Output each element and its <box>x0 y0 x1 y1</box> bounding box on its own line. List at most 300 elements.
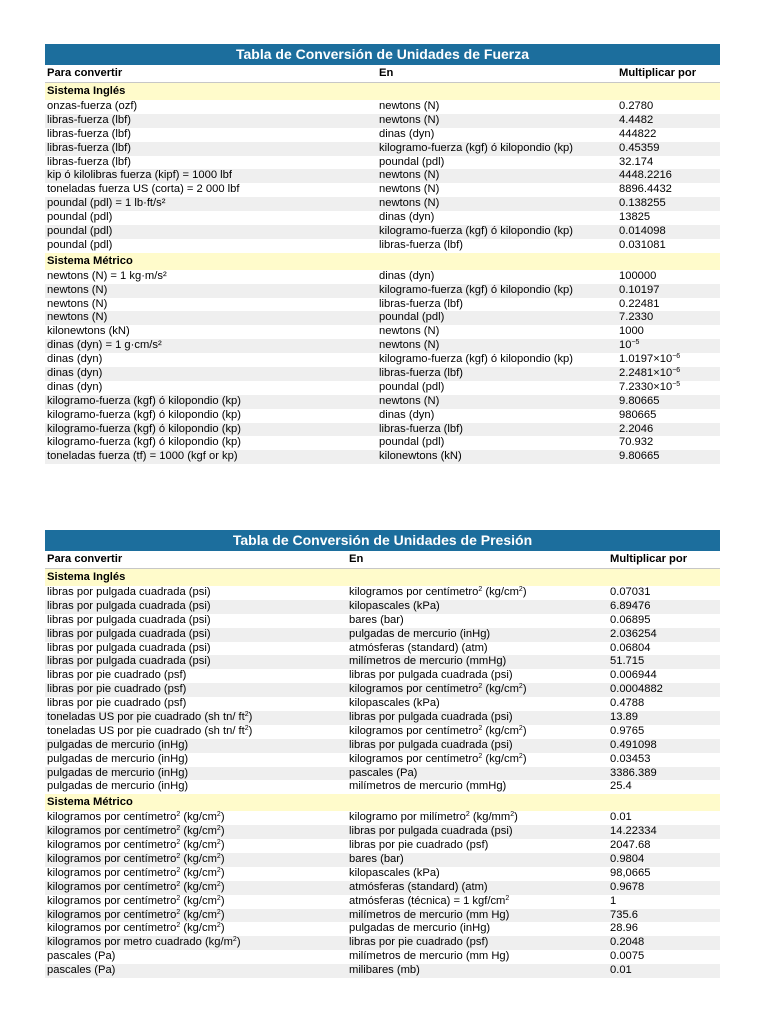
factor-cell-factor: 70.932 <box>619 436 654 449</box>
factor-cell <box>608 950 720 964</box>
to-cell <box>377 367 617 381</box>
table-row <box>45 409 720 423</box>
from-cell-from: newtons (N) <box>47 283 108 296</box>
to-cell <box>347 586 608 600</box>
from-cell <box>45 909 347 923</box>
from-cell-from-tail: (kg/cm <box>180 880 217 893</box>
from-cell <box>45 669 347 683</box>
table-row <box>45 881 720 895</box>
to-cell <box>347 655 608 669</box>
table-row <box>45 780 720 794</box>
to-cell-to-sup: 2 <box>505 894 510 902</box>
table-row <box>45 964 720 978</box>
to-cell <box>377 395 617 409</box>
to-cell-to: libras por pie cuadrado (psf) <box>349 839 489 852</box>
to-cell-to: milímetros de mercurio (mmHg) <box>349 655 507 668</box>
factor-cell-factor: 735.6 <box>610 908 638 921</box>
to-cell-to-tail: (kg/cm <box>482 683 519 696</box>
table-row <box>45 867 720 881</box>
table-row <box>45 367 720 381</box>
header-factor: Multiplicar por <box>619 67 697 79</box>
to-cell-to: atmósferas (standard) (atm) <box>349 880 488 893</box>
factor-cell <box>617 284 720 298</box>
force-table-body <box>45 83 720 464</box>
to-cell-to-tail: (kg/cm <box>482 586 519 598</box>
section-label: Sistema Inglés <box>47 85 126 97</box>
from-cell-from: pascales (Pa) <box>47 964 116 977</box>
factor-cell-factor: 0.4788 <box>610 697 645 710</box>
section-label: Sistema Inglés <box>47 571 126 583</box>
to-cell-to-sup: 2 <box>478 683 483 691</box>
table-row <box>45 183 720 197</box>
from-cell <box>45 964 347 978</box>
from-cell-from-tail: (kg/cm <box>180 866 217 879</box>
from-cell <box>45 183 377 197</box>
factor-cell-factor: 9.80665 <box>619 450 660 463</box>
from-cell <box>45 628 347 642</box>
to-cell <box>347 614 608 628</box>
table-row <box>45 655 720 669</box>
pressure-table-title: Tabla de Conversión de Unidades de Presión <box>45 530 720 551</box>
to-cell-to-sup: 2 <box>478 724 483 732</box>
to-cell-to: pascales (Pa) <box>349 766 418 779</box>
table-row <box>45 936 720 950</box>
factor-cell <box>608 683 720 697</box>
factor-cell-factor: 13825 <box>619 211 651 224</box>
to-cell-to: bares (bar) <box>349 853 404 866</box>
factor-cell-factor: 100000 <box>619 269 657 282</box>
table-row <box>45 197 720 211</box>
from-cell <box>45 381 377 395</box>
table-row <box>45 339 720 353</box>
factor-cell <box>608 895 720 909</box>
factor-cell <box>617 325 720 339</box>
to-cell <box>377 142 617 156</box>
from-cell <box>45 142 377 156</box>
header-factor: Multiplicar por <box>610 553 688 565</box>
table-row <box>45 239 720 253</box>
from-cell <box>45 423 377 437</box>
factor-cell-factor: 0.9678 <box>610 880 645 893</box>
table-row <box>45 950 720 964</box>
table-row <box>45 142 720 156</box>
factor-cell <box>617 367 720 381</box>
from-cell-from: kilogramo-fuerza (kgf) ó kilopondio (kp) <box>47 408 241 421</box>
from-cell <box>45 298 377 312</box>
from-cell-from: libras por pulgada cuadrada (psi) <box>47 627 211 640</box>
to-cell-to-sup2: 2 <box>518 586 523 593</box>
to-cell-to-end: ) <box>522 724 527 737</box>
to-cell-to: libras por pulgada cuadrada (psi) <box>349 669 513 682</box>
factor-cell-factor: 0.03453 <box>610 752 651 765</box>
factor-cell <box>608 600 720 614</box>
from-cell-from-end: ) <box>220 922 225 935</box>
table-row <box>45 909 720 923</box>
factor-cell <box>617 270 720 284</box>
from-cell-from: toneladas fuerza (tf) = 1000 (kgf or kp) <box>47 450 238 463</box>
table-row <box>45 128 720 142</box>
from-cell <box>45 867 347 881</box>
to-cell <box>347 881 608 895</box>
to-cell <box>347 780 608 794</box>
from-cell <box>45 284 377 298</box>
table-row <box>45 450 720 464</box>
from-cell <box>45 367 377 381</box>
to-cell-to: poundal (pdl) <box>379 380 445 393</box>
factor-cell <box>617 381 720 395</box>
to-cell <box>347 767 608 781</box>
to-cell-to: kilogramo por milímetro <box>349 811 466 824</box>
to-cell-to: libras por pulgada cuadrada (psi) <box>349 738 513 751</box>
factor-cell-factor: 1.0197×10 <box>619 353 673 366</box>
from-cell-from: onzas-fuerza (ozf) <box>47 100 138 112</box>
from-cell-from-sup2: 2 <box>216 839 221 847</box>
from-cell-from-sup: 2 <box>176 825 181 833</box>
table-row <box>45 381 720 395</box>
from-cell <box>45 353 377 367</box>
to-cell <box>347 697 608 711</box>
to-cell <box>347 600 608 614</box>
from-cell-from: kilogramos por centímetro <box>47 853 177 866</box>
to-cell-to: kilogramos por centímetro <box>349 683 479 696</box>
to-cell-to: kilogramo-fuerza (kgf) ó kilopondio (kp) <box>379 225 573 238</box>
to-cell-to: poundal (pdl) <box>379 436 445 449</box>
table-row <box>45 100 720 114</box>
factor-cell-factor: 10 <box>619 339 632 352</box>
from-cell <box>45 100 377 114</box>
factor-cell <box>617 423 720 437</box>
section-label: Sistema Métrico <box>47 254 133 267</box>
to-cell <box>377 409 617 423</box>
from-cell-from: libras-fuerza (lbf) <box>47 127 131 140</box>
from-cell <box>45 655 347 669</box>
from-cell <box>45 825 347 839</box>
factor-cell-factor: 2047.68 <box>610 839 651 852</box>
factor-cell <box>608 642 720 656</box>
factor-cell-factor: 1000 <box>619 325 644 338</box>
to-cell-to: dinas (dyn) <box>379 127 435 140</box>
header-from: Para convertir <box>47 67 123 79</box>
to-cell <box>377 339 617 353</box>
from-cell-from: dinas (dyn) = 1 g·cm/s² <box>47 339 162 352</box>
from-cell <box>45 839 347 853</box>
force-table-title: Tabla de Conversión de Unidades de Fuerza <box>45 44 720 65</box>
from-cell-from: libras por pie cuadrado (psf) <box>47 669 187 682</box>
factor-cell-factor: 0.06804 <box>610 641 651 654</box>
force-conversion-table <box>45 44 720 464</box>
to-cell <box>377 156 617 170</box>
table-row <box>45 753 720 767</box>
from-cell-from-end: ) <box>220 811 225 824</box>
from-cell-from: toneladas US por pie cuadrado (sh tn/ ft <box>47 711 245 724</box>
to-cell <box>347 725 608 739</box>
to-cell-to: milímetros de mercurio (mm Hg) <box>349 908 510 921</box>
factor-cell-factor: 1 <box>610 894 617 907</box>
from-cell-from: pulgadas de mercurio (inHg) <box>47 780 189 793</box>
factor-cell <box>617 142 720 156</box>
from-cell <box>45 270 377 284</box>
from-cell <box>45 725 347 739</box>
table-row <box>45 642 720 656</box>
from-cell-from-sup: 2 <box>176 908 181 916</box>
to-cell <box>347 964 608 978</box>
to-cell-to-tail: (kg/cm <box>482 724 519 737</box>
from-cell-from: newtons (N) <box>47 297 108 310</box>
from-cell-from: kilogramo-fuerza (kgf) ó kilopondio (kp) <box>47 422 241 435</box>
factor-cell <box>608 839 720 853</box>
table-row <box>45 922 720 936</box>
to-cell-to: kilogramo-fuerza (kgf) ó kilopondio (kp) <box>379 141 573 154</box>
factor-cell-factor: 0.0004882 <box>610 683 663 696</box>
to-cell-to-end: ) <box>514 811 518 824</box>
to-cell-to: kilopascales (kPa) <box>349 599 440 612</box>
to-cell <box>377 169 617 183</box>
factor-cell <box>608 853 720 867</box>
header-from: Para convertir <box>47 553 123 565</box>
to-cell <box>377 239 617 253</box>
from-cell-from-tail: (kg/cm <box>180 839 217 852</box>
table-row <box>45 811 720 825</box>
to-cell <box>347 669 608 683</box>
from-cell-from: libras por pie cuadrado (psf) <box>47 683 187 696</box>
from-cell <box>45 600 347 614</box>
from-cell-from: pulgadas de mercurio (inHg) <box>47 738 189 751</box>
table-row <box>45 423 720 437</box>
from-cell-from-tail: (kg/cm <box>180 894 217 907</box>
table-row <box>45 156 720 170</box>
table-row <box>45 600 720 614</box>
from-cell <box>45 642 347 656</box>
factor-cell-factor: 9.80665 <box>619 394 660 407</box>
from-cell <box>45 853 347 867</box>
to-cell <box>377 100 617 114</box>
factor-cell <box>608 922 720 936</box>
from-cell-from-sup: 2 <box>176 880 181 888</box>
table-row <box>45 284 720 298</box>
from-cell-from: pulgadas de mercurio (inHg) <box>47 766 189 779</box>
from-cell-from-end: ) <box>220 894 225 907</box>
from-cell-from: kilogramos por centímetro <box>47 894 177 907</box>
factor-cell-factor: 0.01 <box>610 811 632 824</box>
from-cell-from: pulgadas de mercurio (inHg) <box>47 752 189 765</box>
factor-cell <box>608 825 720 839</box>
to-cell <box>377 436 617 450</box>
to-cell-to: libras-fuerza (lbf) <box>379 297 463 310</box>
from-cell-from-sup: 2 <box>176 866 181 874</box>
section-row <box>45 253 720 270</box>
from-cell-from: libras-fuerza (lbf) <box>47 113 131 126</box>
to-cell-to: pulgadas de mercurio (inHg) <box>349 922 491 935</box>
table-row <box>45 711 720 725</box>
factor-cell-factor: 444822 <box>619 127 657 140</box>
section-row <box>45 83 720 100</box>
factor-cell-factor: 4448.2216 <box>619 169 672 182</box>
from-cell <box>45 711 347 725</box>
from-cell-from: kilogramos por centímetro <box>47 811 177 824</box>
factor-cell <box>608 739 720 753</box>
from-cell-from: libras por pulgada cuadrada (psi) <box>47 641 211 654</box>
to-cell <box>347 909 608 923</box>
pressure-table-body <box>45 569 720 978</box>
to-cell-to: milímetros de mercurio (mm Hg) <box>349 950 510 963</box>
factor-cell <box>608 881 720 895</box>
factor-cell <box>608 711 720 725</box>
from-cell-from: dinas (dyn) <box>47 353 103 366</box>
table-row <box>45 628 720 642</box>
from-cell-from-sup2: 2 <box>216 894 221 902</box>
to-cell <box>347 950 608 964</box>
from-cell <box>45 450 377 464</box>
pressure-table-header <box>45 551 720 569</box>
from-cell-from: kilogramos por centímetro <box>47 866 177 879</box>
table-row <box>45 325 720 339</box>
factor-cell <box>617 114 720 128</box>
from-cell <box>45 614 347 628</box>
factor-cell-factor: 7.2330×10 <box>619 380 673 393</box>
to-cell <box>377 298 617 312</box>
to-cell <box>377 381 617 395</box>
to-cell <box>347 628 608 642</box>
from-cell-from-end: ) <box>220 853 225 866</box>
to-cell-to: atmósferas (técnica) = 1 kgf/cm <box>349 894 506 907</box>
to-cell <box>377 325 617 339</box>
from-cell-from: kilogramos por centímetro <box>47 922 177 935</box>
from-cell-from-end: ) <box>236 936 241 949</box>
from-cell <box>45 881 347 895</box>
from-cell <box>45 325 377 339</box>
to-cell-to: pulgadas de mercurio (inHg) <box>349 627 491 640</box>
force-table-header <box>45 65 720 83</box>
to-cell <box>377 311 617 325</box>
from-cell <box>45 895 347 909</box>
from-cell-from-end: ) <box>248 711 253 724</box>
from-cell-from: pascales (Pa) <box>47 950 116 963</box>
factor-cell-factor: 2.2046 <box>619 422 654 435</box>
to-cell <box>377 270 617 284</box>
from-cell-from-end: ) <box>248 724 253 737</box>
to-cell-to: libras por pulgada cuadrada (psi) <box>349 825 513 838</box>
to-cell <box>347 853 608 867</box>
table-row <box>45 395 720 409</box>
factor-cell-factor: 0.10197 <box>619 283 660 296</box>
factor-cell-factor: 0.06895 <box>610 613 651 626</box>
table-row <box>45 169 720 183</box>
from-cell-from-sup2: 2 <box>216 880 221 888</box>
factor-cell <box>608 811 720 825</box>
to-cell <box>347 753 608 767</box>
to-cell-to-end: ) <box>522 683 527 696</box>
to-cell <box>347 642 608 656</box>
to-cell-to: newtons (N) <box>379 394 440 407</box>
factor-cell <box>608 614 720 628</box>
to-cell-to: libras-fuerza (lbf) <box>379 367 463 380</box>
from-cell-from-tail: (kg/cm <box>180 853 217 866</box>
from-cell-from: poundal (pdl) <box>47 238 113 251</box>
from-cell-from: libras por pulgada cuadrada (psi) <box>47 655 211 668</box>
to-cell-to: dinas (dyn) <box>379 269 435 282</box>
from-cell <box>45 114 377 128</box>
table-row <box>45 353 720 367</box>
factor-cell-factor: 0.014098 <box>619 225 666 238</box>
from-cell-from-sup2: 2 <box>216 811 221 819</box>
table-row <box>45 895 720 909</box>
from-cell <box>45 128 377 142</box>
to-cell <box>377 114 617 128</box>
factor-cell-factor: 0.031081 <box>619 238 666 251</box>
factor-cell <box>608 964 720 978</box>
to-cell-to: libras-fuerza (lbf) <box>379 238 463 251</box>
table-row <box>45 298 720 312</box>
from-cell <box>45 767 347 781</box>
factor-cell <box>617 298 720 312</box>
factor-cell <box>617 436 720 450</box>
factor-cell <box>617 197 720 211</box>
to-cell-to-tail: (kg/cm <box>482 752 519 765</box>
section-row <box>45 794 720 811</box>
to-cell <box>377 423 617 437</box>
from-cell-from: newtons (N) = 1 kg·m/s² <box>47 269 167 282</box>
table-row <box>45 114 720 128</box>
from-cell-from-sup: 2 <box>176 853 181 861</box>
factor-cell-factor: 2.2481×10 <box>619 367 673 380</box>
from-cell <box>45 197 377 211</box>
to-cell <box>377 211 617 225</box>
from-cell <box>45 739 347 753</box>
factor-cell <box>617 183 720 197</box>
factor-cell-factor: 8896.4432 <box>619 183 672 196</box>
to-cell <box>377 353 617 367</box>
to-cell <box>377 284 617 298</box>
from-cell-from-end: ) <box>220 825 225 838</box>
table-row <box>45 614 720 628</box>
from-cell <box>45 936 347 950</box>
to-cell-to: libras-fuerza (lbf) <box>379 422 463 435</box>
to-cell-to: kilogramos por centímetro <box>349 752 479 765</box>
to-cell-to-sup2: 2 <box>518 724 523 732</box>
factor-cell <box>617 450 720 464</box>
factor-cell-factor: 0.2780 <box>619 100 654 112</box>
to-cell <box>377 225 617 239</box>
to-cell-to: dinas (dyn) <box>379 211 435 224</box>
to-cell-to: poundal (pdl) <box>379 155 445 168</box>
to-cell-to: newtons (N) <box>379 339 440 352</box>
to-cell-to: newtons (N) <box>379 325 440 338</box>
factor-cell-factor: 2.036254 <box>610 627 657 640</box>
from-cell-from-sup2: 2 <box>216 866 221 874</box>
from-cell-from: kilogramos por centímetro <box>47 825 177 838</box>
to-cell-to: milímetros de mercurio (mmHg) <box>349 780 507 793</box>
factor-cell-factor: 3386.389 <box>610 766 657 779</box>
factor-cell <box>617 211 720 225</box>
to-cell <box>377 197 617 211</box>
factor-cell <box>608 780 720 794</box>
factor-cell <box>617 100 720 114</box>
from-cell-from: toneladas fuerza US (corta) = 2 000 lbf <box>47 183 240 196</box>
to-cell-to: atmósferas (standard) (atm) <box>349 641 488 654</box>
from-cell-from: kilogramos por centímetro <box>47 908 177 921</box>
to-cell-to: libras por pie cuadrado (psf) <box>349 936 489 949</box>
factor-cell <box>608 655 720 669</box>
header-to: En <box>349 553 364 565</box>
to-cell <box>347 825 608 839</box>
factor-cell <box>617 409 720 423</box>
from-cell <box>45 811 347 825</box>
from-cell-from: newtons (N) <box>47 311 108 324</box>
from-cell <box>45 780 347 794</box>
from-cell-from-end: ) <box>220 866 225 879</box>
from-cell <box>45 922 347 936</box>
to-cell <box>347 922 608 936</box>
